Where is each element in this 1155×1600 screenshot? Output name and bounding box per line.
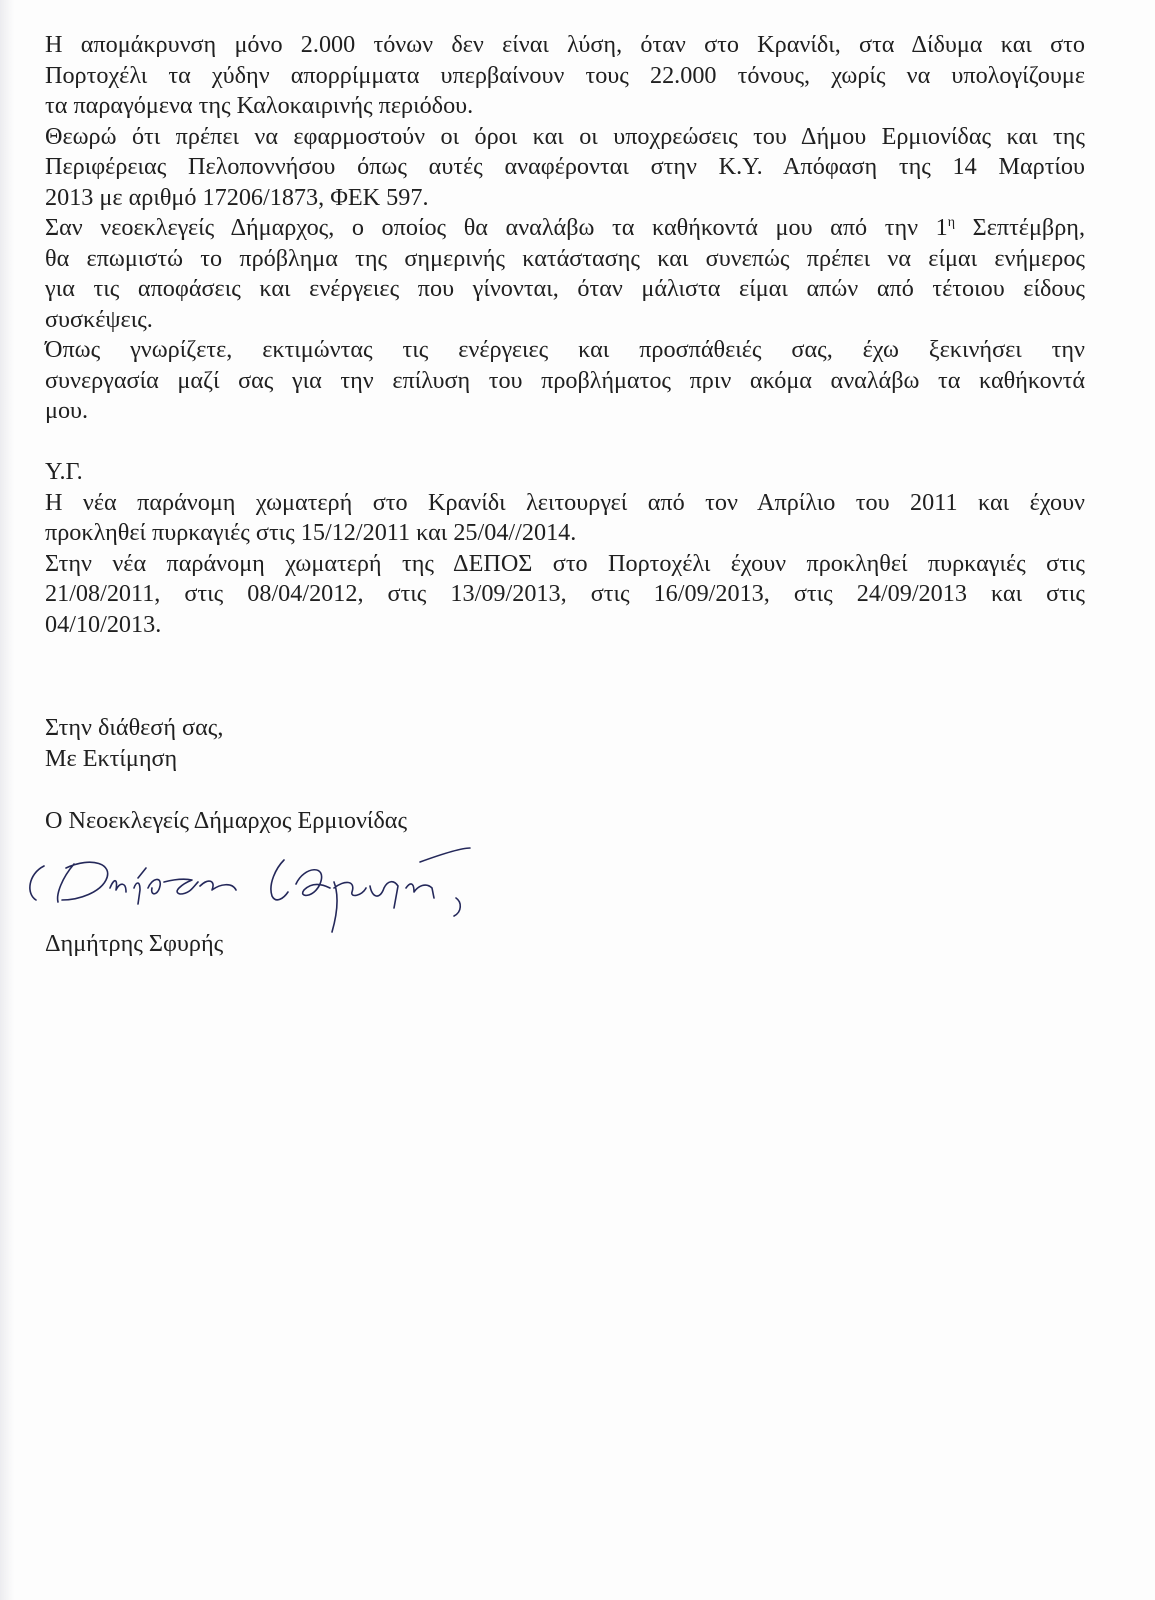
signatory-title: Ο Νεοεκλεγείς Δήμαρχος Ερμιονίδας [45,807,408,834]
paragraph-line: προκληθεί πυρκαγιές στις 15/12/2011 και 25/04//2014. [45,519,577,546]
paragraph-line: μου. [45,397,89,424]
line-text: Σαν νεοεκλεγείς Δήμαρχος, ο οποίος θα αναλάβω τα καθήκοντά μου από την 1 [45,214,948,241]
paragraph-line: 04/10/2013. [45,610,162,638]
letter-body [45,30,1085,640]
postscript-label [45,457,1085,488]
paragraph-line: Η νέα παράνομη χωματερή στο Κρανίδι λειτουργεί από τον Απρίλιο του 2011 και έχουν [45,488,1085,516]
postscript-kranidi [45,488,1085,549]
paragraph-line: 21/08/2011, στις 08/04/2012, στις 13/09/2013, στις 16/09/2013, στις 24/09/2013 και στις [45,580,1085,607]
paragraph-line [45,213,1085,244]
paragraph-cooperation [45,335,1085,427]
paragraph-line: τα παραγόμενα της Καλοκαιρινής περιόδου. [45,92,474,119]
paragraph-obligations [45,122,1085,214]
paragraph-line: Η απομάκρυνση μόνο 2.000 τόνων δεν είναι λύση, όταν στο Κρανίδι, στα Δίδυμα και στο [45,31,1085,58]
closing-regards: Με Εκτίμηση [45,745,178,772]
paragraph-line: Θεωρώ ότι πρέπει να εφαρμοστούν οι όροι και οι υποχρεώσεις του Δήμου Ερμιονίδας και της [45,122,1085,150]
paragraph-line: για τις αποφάσεις και ενέργειες που γίνονται, όταν μάλιστα είμαι απών από τέτοιου είδους [45,275,1085,302]
closing-phrase: Στην διάθεσή σας, [45,714,224,741]
ps-label: Υ.Γ. [45,458,83,485]
paragraph-waste-removal [45,30,1085,122]
paragraph-new-mayor [45,213,1085,335]
paragraph-line: 2013 με αριθμό 17206/1873, ΦΕΚ 597. [45,183,429,211]
line-text: Σεπτέμβρη, [955,214,1085,241]
paragraph-line: Περιφέρειας Πελοποννήσου όπως αυτές αναφέρονται στην Κ.Υ. Απόφαση της 14 Μαρτίου [45,153,1085,180]
page-edge-shadow [0,0,14,1600]
signatory-name: Δημήτρης Σφυρής [45,930,224,957]
ordinal-superscript: η [947,215,956,230]
paragraph-line: συνεργασία μαζί σας για την επίλυση του προβλήματος πριν ακόμα αναλάβω τα καθήκοντά [45,366,1085,394]
paragraph-line: Στην νέα παράνομη χωματερή της ΔΕΠΟΣ στο Πορτοχέλι έχουν προκληθεί πυρκαγιές στις [45,549,1085,577]
paragraph-line: συσκέψεις. [45,305,153,333]
paragraph-line: Όπως γνωρίζετε, εκτιμώντας τις ενέργειες και προσπάθειές σας, έχω ξεκινήσει την [45,336,1085,363]
paragraph-line: θα επωμιστώ το πρόβλημα της σημερινής κατάστασης και συνεπώς πρέπει να είμαι ενήμερος [45,244,1085,272]
paragraph-line: Πορτοχέλι τα χύδην απορρίμματα υπερβαίνουν τους 22.000 τόνους, χωρίς να υπολογίζουμε [45,61,1085,89]
postscript-portoheli [45,549,1085,641]
